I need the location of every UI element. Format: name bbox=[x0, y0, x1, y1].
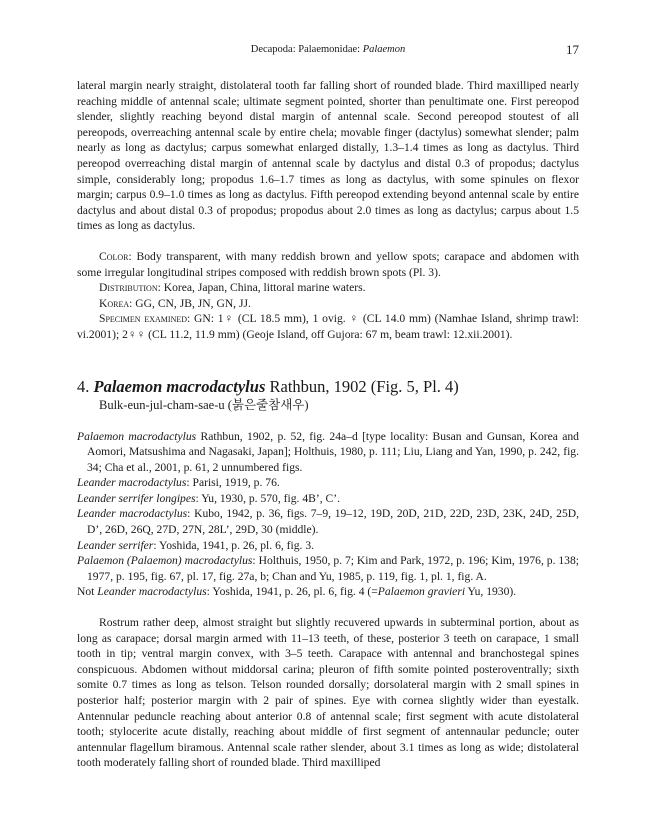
color-label: Color: bbox=[99, 249, 132, 263]
description-paragraph: Rostrum rather deep, almost straight but slightly recuvered upwards in subterminal portion, about as long as carapace; dorsal margin armed with 11–13 teeth, of these, posterior 3 teeth on carapace, 1 small tooth in tip; ventral margin convex, with 3–5 teeth. Carapace with antennal and branchostegal spines conspicuous. Abdomen without middorsal carina; pleuron of fifth somite pointed posteroventrally; sixth somite 0.7 times as long as telson. Telson rounded dorsally; dorsolateral margin with 2 small spines in posterior half; posterior margin with 2 pair of spines. Eye with cornea slightly wider than eyestalk. Antennular peduncle reaching about anterior 0.8 of antennal scale; first segment with acute distolateral tooth; stylocerite acute distally, reaching about middle of first segment of antennaular peduncle; outer antennular flagellum biramous. Antennal scale rather slender, about 3.1 times as long as wide; distolateral tooth moderately falling short of rounded blade. Third maxilliped bbox=[77, 616, 579, 770]
running-head-title: Decapoda: Palaemonidae: Palaemon bbox=[250, 44, 406, 55]
species-name: Palaemon macrodactylus bbox=[93, 376, 266, 396]
running-head-genus: Palaemon bbox=[362, 44, 406, 55]
color-paragraph: Color: Body transparent, with many reddish brown and yellow spots; carapace and abdomen with some irregular longitudinal stripes composed with reddish brown spots (Pl. 3). bbox=[77, 249, 579, 279]
korea-label: Korea: bbox=[99, 296, 133, 310]
korean-common-name: Bulk-eun-jul-cham-sae-u (붉은줄참새우) bbox=[99, 397, 309, 412]
synonymy-list bbox=[77, 429, 579, 601]
synonymy-entry: Leander serrifer: Yoshida, 1941, p. 26, pl. 6, fig. 3. bbox=[77, 538, 315, 552]
synonymy-entry: Leander macrodactylus: Kubo, 1942, p. 36, figs. 7–9, 19–12, 19D, 20D, 21D, 22D, 23D, 23K, 24D, 25D, D’, 26D, 26Q, 27D, 27N, 28L’, 29D, 30 (middle). bbox=[77, 507, 580, 537]
page-body bbox=[77, 78, 579, 771]
synonymy-entry: Leander macrodactylus: Parisi, 1919, p. 76. bbox=[77, 476, 280, 490]
page-number: 17 bbox=[566, 42, 579, 57]
synonymy-entry: Palaemon (Palaemon) macrodactylus: Holthuis, 1950, p. 7; Kim and Park, 1972, p. 196; Kim, 1976, p. 138; 1977, p. 195, fig. 67, pl. 17, fig. 27a, b; Chan and Yu, 1985, p. 119, fig. 1, pl. 1, fig. A. bbox=[77, 554, 579, 583]
korea-paragraph: Korea: GG, CN, JB, JN, GN, JJ. bbox=[99, 296, 251, 310]
distribution-label: Distribution: bbox=[99, 281, 161, 295]
synonymy-entry: Palaemon macrodactylus Rathbun, 1902, p. 52, fig. 24a–d [type locality: Busan and Gunsan, Korea and Aomori, Matsushima and Nagasaki, Japan]; Holthuis, 1980, p. 111; Liu, Liang and Yan, 1990, p. 242, fig. 34; Cha et al., 2001, p. 61, 2 unnumbered figs. bbox=[77, 429, 579, 474]
specimens-label: Specimen examined: bbox=[99, 312, 191, 326]
species-heading: 4. Palaemon macrodactylus Rathbun, 1902 (Fig. 5, Pl. 4) bbox=[77, 376, 459, 396]
synonymy-entry: Leander serrifer longipes: Yu, 1930, p. 570, fig. 4B’, C’. bbox=[77, 491, 341, 505]
specimens-paragraph: Specimen examined: GN: 1♀ (CL 18.5 mm), 1 ovig. ♀ (CL 14.0 mm) (Namhae Island, shrimp trawl: vi.2001); 2♀♀ (CL 11.2, 11.9 mm) (Geoje Island, off Gujora: 67 m, beam trawl: 12.xii.2001). bbox=[77, 312, 580, 341]
distribution-paragraph: Distribution: Korea, Japan, China, littoral marine waters. bbox=[99, 281, 366, 295]
synonymy-entry: Not Leander macrodactylus: Yoshida, 1941, p. 26, pl. 6, fig. 4 (=Palaemon gravieri Yu, 1930). bbox=[77, 585, 517, 599]
continued-description-paragraph: lateral margin nearly straight, distolateral tooth far falling short of rounded blade. Third maxilliped nearly reaching middle of antennal scale; ultimate segment pointed, shorter than penultimate one. First pereopod slender, slightly reaching beyond distal margin of antennal scale. Second pereopod stoutest of all pereopods, overreaching antennal scale by entire chela; movable finger (dactylus) somewhat slender; palm nearly as long as dactylus; carpus somewhat enlarged distally, 1.3–1.4 times as long as dactylus. Third pereopod overreaching distal margin of antennal scale by dactylus and distal 0.3 of propodus; dactylus simple, considerably long; propodus 1.6–1.7 times as long as dactylus, with some spinules on flexor margin; carpus 0.9–1.0 times as long as dactylus. Fifth pereopod extending beyond antennal scale by entire dactylus and about distal 0.3 of propodus; propodus about 2.0 times as long as dactylus; carpus about 1.5 times as long as dactylus. bbox=[77, 79, 579, 233]
